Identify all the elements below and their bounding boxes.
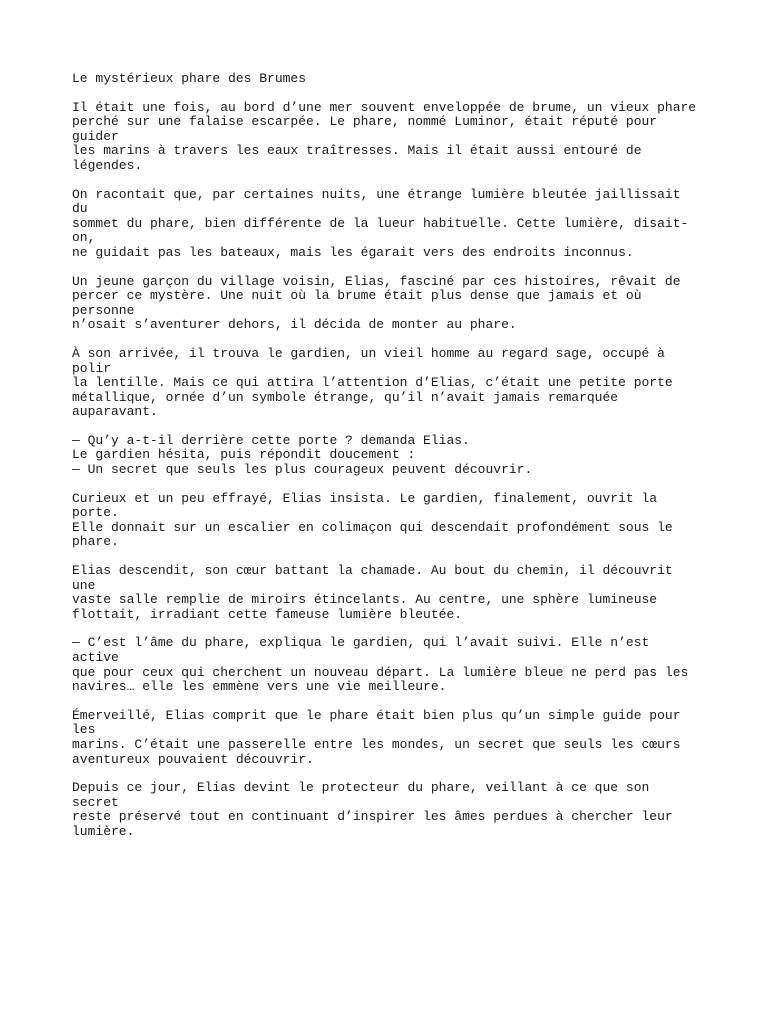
paragraph: À son arrivée, il trouva le gardien, un vieil homme au regard sage, occupé à polir la lentille. Mais ce qui attira l’attention d’Elias, c’était une petite porte métallique, ornée d’un symbole étrange, qu’il n’avait jamais remarquée auparavant. [72,345,673,420]
paragraph: On racontait que, par certaines nuits, une étrange lumière bleutée jaillissait du sommet du phare, bien différente de la lueur habituelle. Cette lumière, disait-on, ne guidait pas les bateaux, mais les égarait vers des endroits inconnus. [72,186,689,260]
document-title: Le mystérieux phare des Brumes [72,71,307,86]
paragraph: Un jeune garçon du village voisin, Elias, fasciné par ces histoires, rêvait de percer ce mystère. Une nuit où la brume était plus dense que jamais et où personne n’osait s’aventurer dehors, il décida de monter au phare. [72,273,681,333]
paragraph: Émerveillé, Elias comprit que le phare était bien plus qu’un simple guide pour les marins. C’était une passerelle entre les mondes, un secret que seuls les cœurs aventureux pouvaient découvrir. [72,707,681,767]
paragraph: Elias descendit, son cœur battant la chamade. Au bout du chemin, il découvrit une vaste salle remplie de miroirs étincelants. Au centre, une sphère lumineuse flottait, irradiant cette fameuse lumière bleutée. [72,563,673,622]
dialogue-paragraph: — Qu’y a-t-il derrière cette porte ? demanda Elias. Le gardien hésita, puis répondit doucement : — Un secret que seuls les plus courageux peuvent découvrir. [72,432,533,478]
paragraph: Il était une fois, au bord d’une mer souvent enveloppée de brume, un vieux phare perché sur une falaise escarpée. Le phare, nommé Luminor, était réputé pour guider les marins à travers les eaux traîtresses. Mais il était aussi entouré de légendes. [72,99,697,173]
paragraph: Curieux et un peu effrayé, Elias insista. Le gardien, finalement, ouvrit la porte. Elle donnait sur un escalier en colimaçon qui descendait profondément sous le phare. [72,490,673,550]
dialogue-paragraph: — C’est l’âme du phare, expliqua le gardien, qui l’avait suivi. Elle n’est active que pour ceux qui cherchent un nouveau départ. La lumière bleue ne perd pas les navires… elle les emmène vers une vie meilleure. [72,635,689,695]
paragraph: Depuis ce jour, Elias devint le protecteur du phare, veillant à ce que son secret reste préservé tout en continuant d’inspirer les âmes perdues à chercher leur lumière. [72,780,673,839]
document-page [72,72,702,854]
